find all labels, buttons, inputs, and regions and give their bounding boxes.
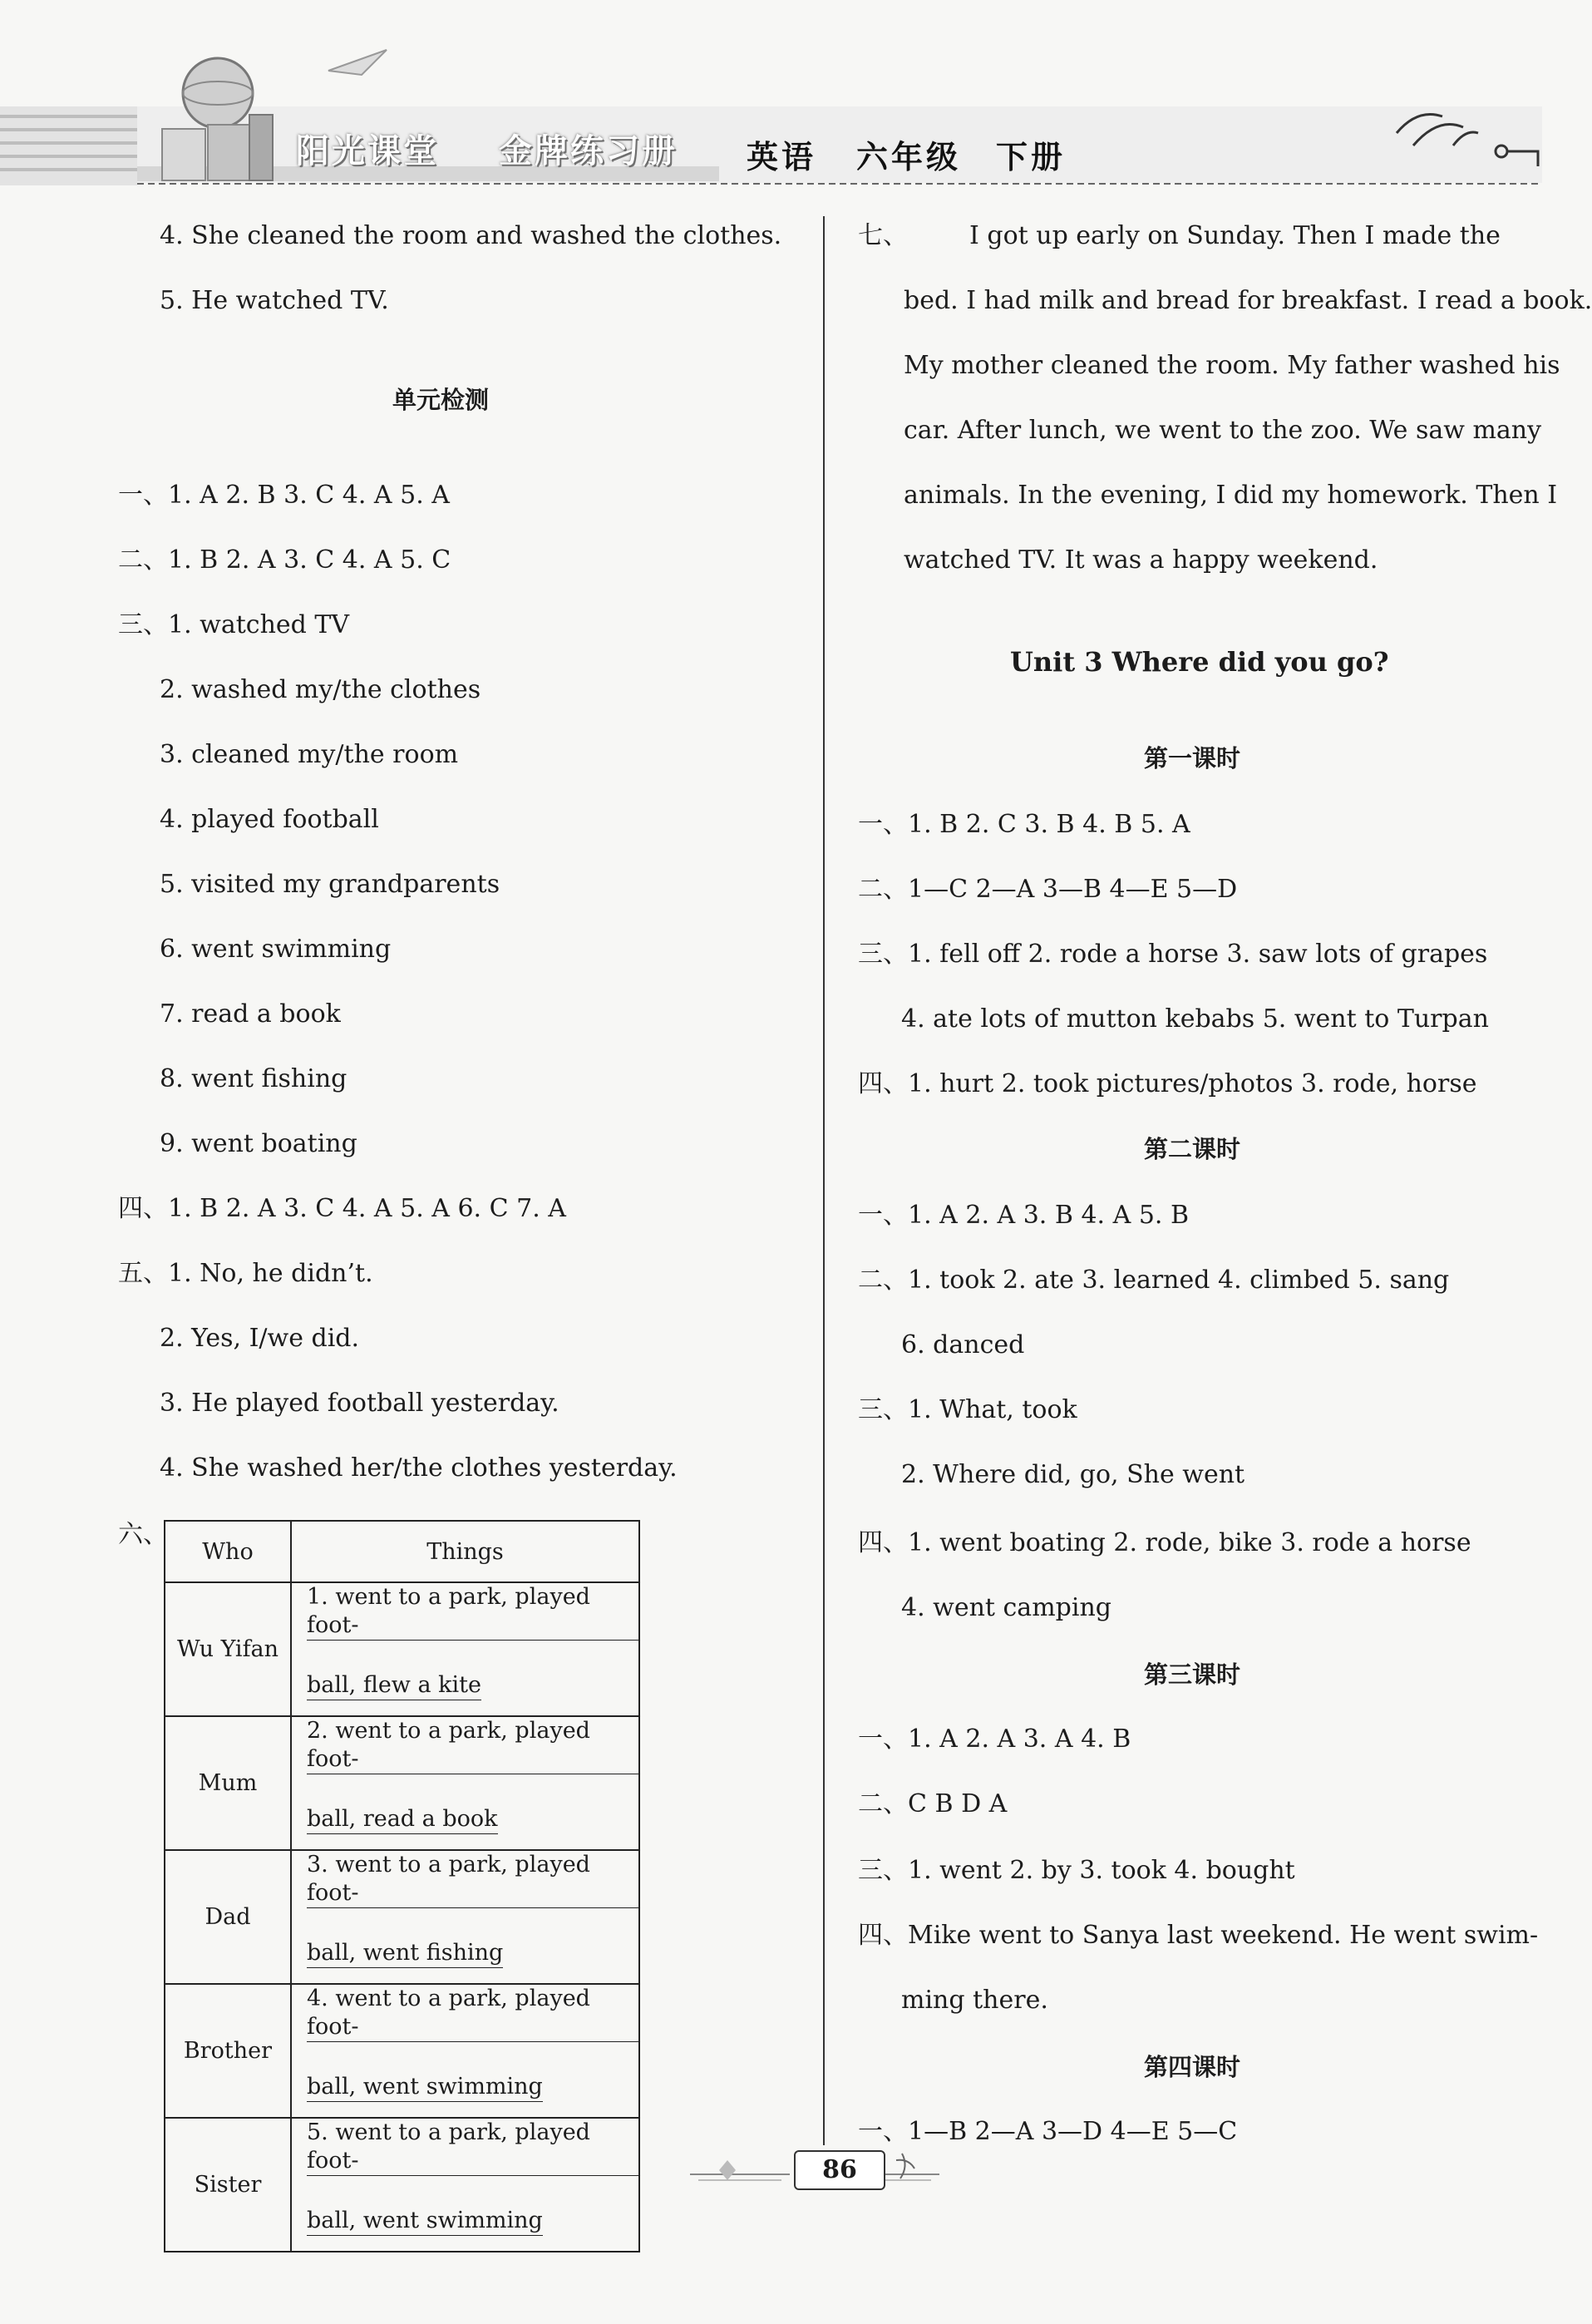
table-header-row [165,1521,639,1582]
who-cell: Sister [165,2118,291,2252]
answer-line: 一、1. A 2. B 3. C 4. A 5. A [118,481,450,510]
things-line: 2. went to a park, played foot- [307,1717,638,1774]
answer-line: 7. read a book [160,999,341,1029]
star-icon [719,2160,736,2180]
paragraph-label: 七、 [858,221,908,250]
answer-line: 四、Mike went to Sanya last weekend. He went swim- [858,1921,1539,1950]
paragraph-line: My mother cleaned the room. My father washed his [904,351,1560,380]
table-row [165,1716,639,1850]
paragraph-line: animals. In the evening, I did my homework. Then I [904,481,1558,510]
answer-line: 二、1. took 2. ate 3. learned 4. climbed 5. sang [858,1266,1450,1295]
paragraph-line: bed. I had milk and bread for breakfast. I read a book. [904,286,1592,315]
things-cell [291,2118,639,2252]
who-cell: Mum [165,1716,291,1850]
things-cell [291,1716,639,1850]
things-line: ball, went swimming [307,2207,543,2236]
answer-line: 3. cleaned my/the room [160,740,459,769]
answer-line: 5. visited my grandparents [160,870,500,899]
answer-line: 4. She washed her/the clothes yesterday. [160,1453,678,1483]
answer-line: 6. went swimming [160,935,392,964]
things-line: 5. went to a park, played foot- [307,2119,638,2176]
answer-line: 5. He watched TV. [160,286,389,315]
book-title: 金牌练习册 [499,131,678,170]
section-title: 单元检测 [392,386,490,414]
answer-line: 二、1. B 2. A 3. C 4. A 5. C [118,545,451,575]
things-line: 4. went to a park, played foot- [307,1985,638,2042]
answer-line: 四、1. went boating 2. rode, bike 3. rode a horse [858,1528,1471,1557]
answer-line: 四、1. hurt 2. took pictures/photos 3. rode, horse [858,1069,1477,1098]
volume: 下册 [996,138,1067,175]
page-number: 86 [794,2150,885,2190]
answer-line: 一、1—B 2—A 3—D 4—E 5—C [858,2117,1238,2146]
answer-line: ming there. [901,1986,1048,2015]
table-row [165,2118,639,2252]
who-cell: Dad [165,1850,291,1984]
paragraph-line: I got up early on Sunday. Then I made the [969,221,1501,250]
paragraph-line: watched TV. It was a happy weekend. [904,545,1378,575]
answer-line: 三、1. went 2. by 3. took 4. bought [858,1856,1295,1885]
answer-line: 2. Where did, go, She went [901,1460,1245,1489]
things-line: ball, went fishing [307,1939,503,1968]
globe-icon [183,58,253,128]
table-label: 六、 [118,1520,168,1549]
things-line: 3. went to a park, played foot- [307,1851,638,1908]
who-cell: Wu Yifan [165,1582,291,1716]
answer-line: 2. Yes, I/we did. [160,1324,360,1353]
page-header [0,0,1592,200]
answer-table [164,1520,640,2252]
answer-line: 四、1. B 2. A 3. C 4. A 5. A 6. C 7. A [118,1194,566,1223]
things-cell [291,1582,639,1716]
answer-line: 三、1. What, took [858,1395,1077,1424]
things-cell [291,1984,639,2118]
table-row [165,1582,639,1716]
lesson-title: 第四课时 [1144,2053,1241,2081]
paper-plane-icon [328,50,387,75]
things-line: ball, flew a kite [307,1671,481,1700]
lesson-title: 第三课时 [1144,1660,1241,1689]
things-line: ball, read a book [307,1805,498,1834]
lesson-title: 第一课时 [1144,744,1241,772]
lesson-title: 第二课时 [1144,1135,1241,1163]
answer-line: 五、1. No, he didn’t. [118,1259,373,1288]
answer-line: 一、1. B 2. C 3. B 4. B 5. A [858,810,1190,839]
answer-line: 4. ate lots of mutton kebabs 5. went to Turpan [901,1004,1489,1034]
table-header-things: Things [291,1521,639,1582]
things-cell [291,1850,639,1984]
answer-line: 3. He played football yesterday. [160,1389,559,1418]
answer-line: 6. danced [901,1330,1025,1359]
answer-line: 一、1. A 2. A 3. A 4. B [858,1724,1131,1754]
answer-line: 2. washed my/the clothes [160,675,481,704]
subject: 英语 [747,138,817,175]
things-line: 1. went to a park, played foot- [307,1583,638,1641]
things-line: ball, went swimming [307,2073,543,2102]
table-row [165,1850,639,1984]
answer-line: 二、1—C 2—A 3—B 4—E 5—D [858,875,1238,904]
grade: 六年级 [856,138,962,175]
table-row [165,1984,639,2118]
answer-line: 4. played football [160,805,379,834]
answer-line: 8. went fishing [160,1064,347,1093]
answer-line: 4. She cleaned the room and washed the clothes. [160,221,782,250]
answer-line: 三、1. watched TV [118,610,350,639]
answer-line: 三、1. fell off 2. rode a horse 3. saw lots of grapes [858,940,1488,969]
who-cell: Brother [165,1984,291,2118]
unit-title: Unit 3 Where did you go? [1010,646,1389,678]
answer-line: 二、C B D A [858,1789,1008,1818]
series-title: 阳光课堂 [296,131,439,170]
answer-line: 一、1. A 2. A 3. B 4. A 5. B [858,1201,1190,1230]
paragraph-line: car. After lunch, we went to the zoo. We saw many [904,416,1542,445]
answer-line: 9. went boating [160,1129,357,1158]
column-divider [823,216,825,2145]
answer-line: 4. went camping [901,1593,1111,1622]
table-header-who: Who [165,1521,291,1582]
